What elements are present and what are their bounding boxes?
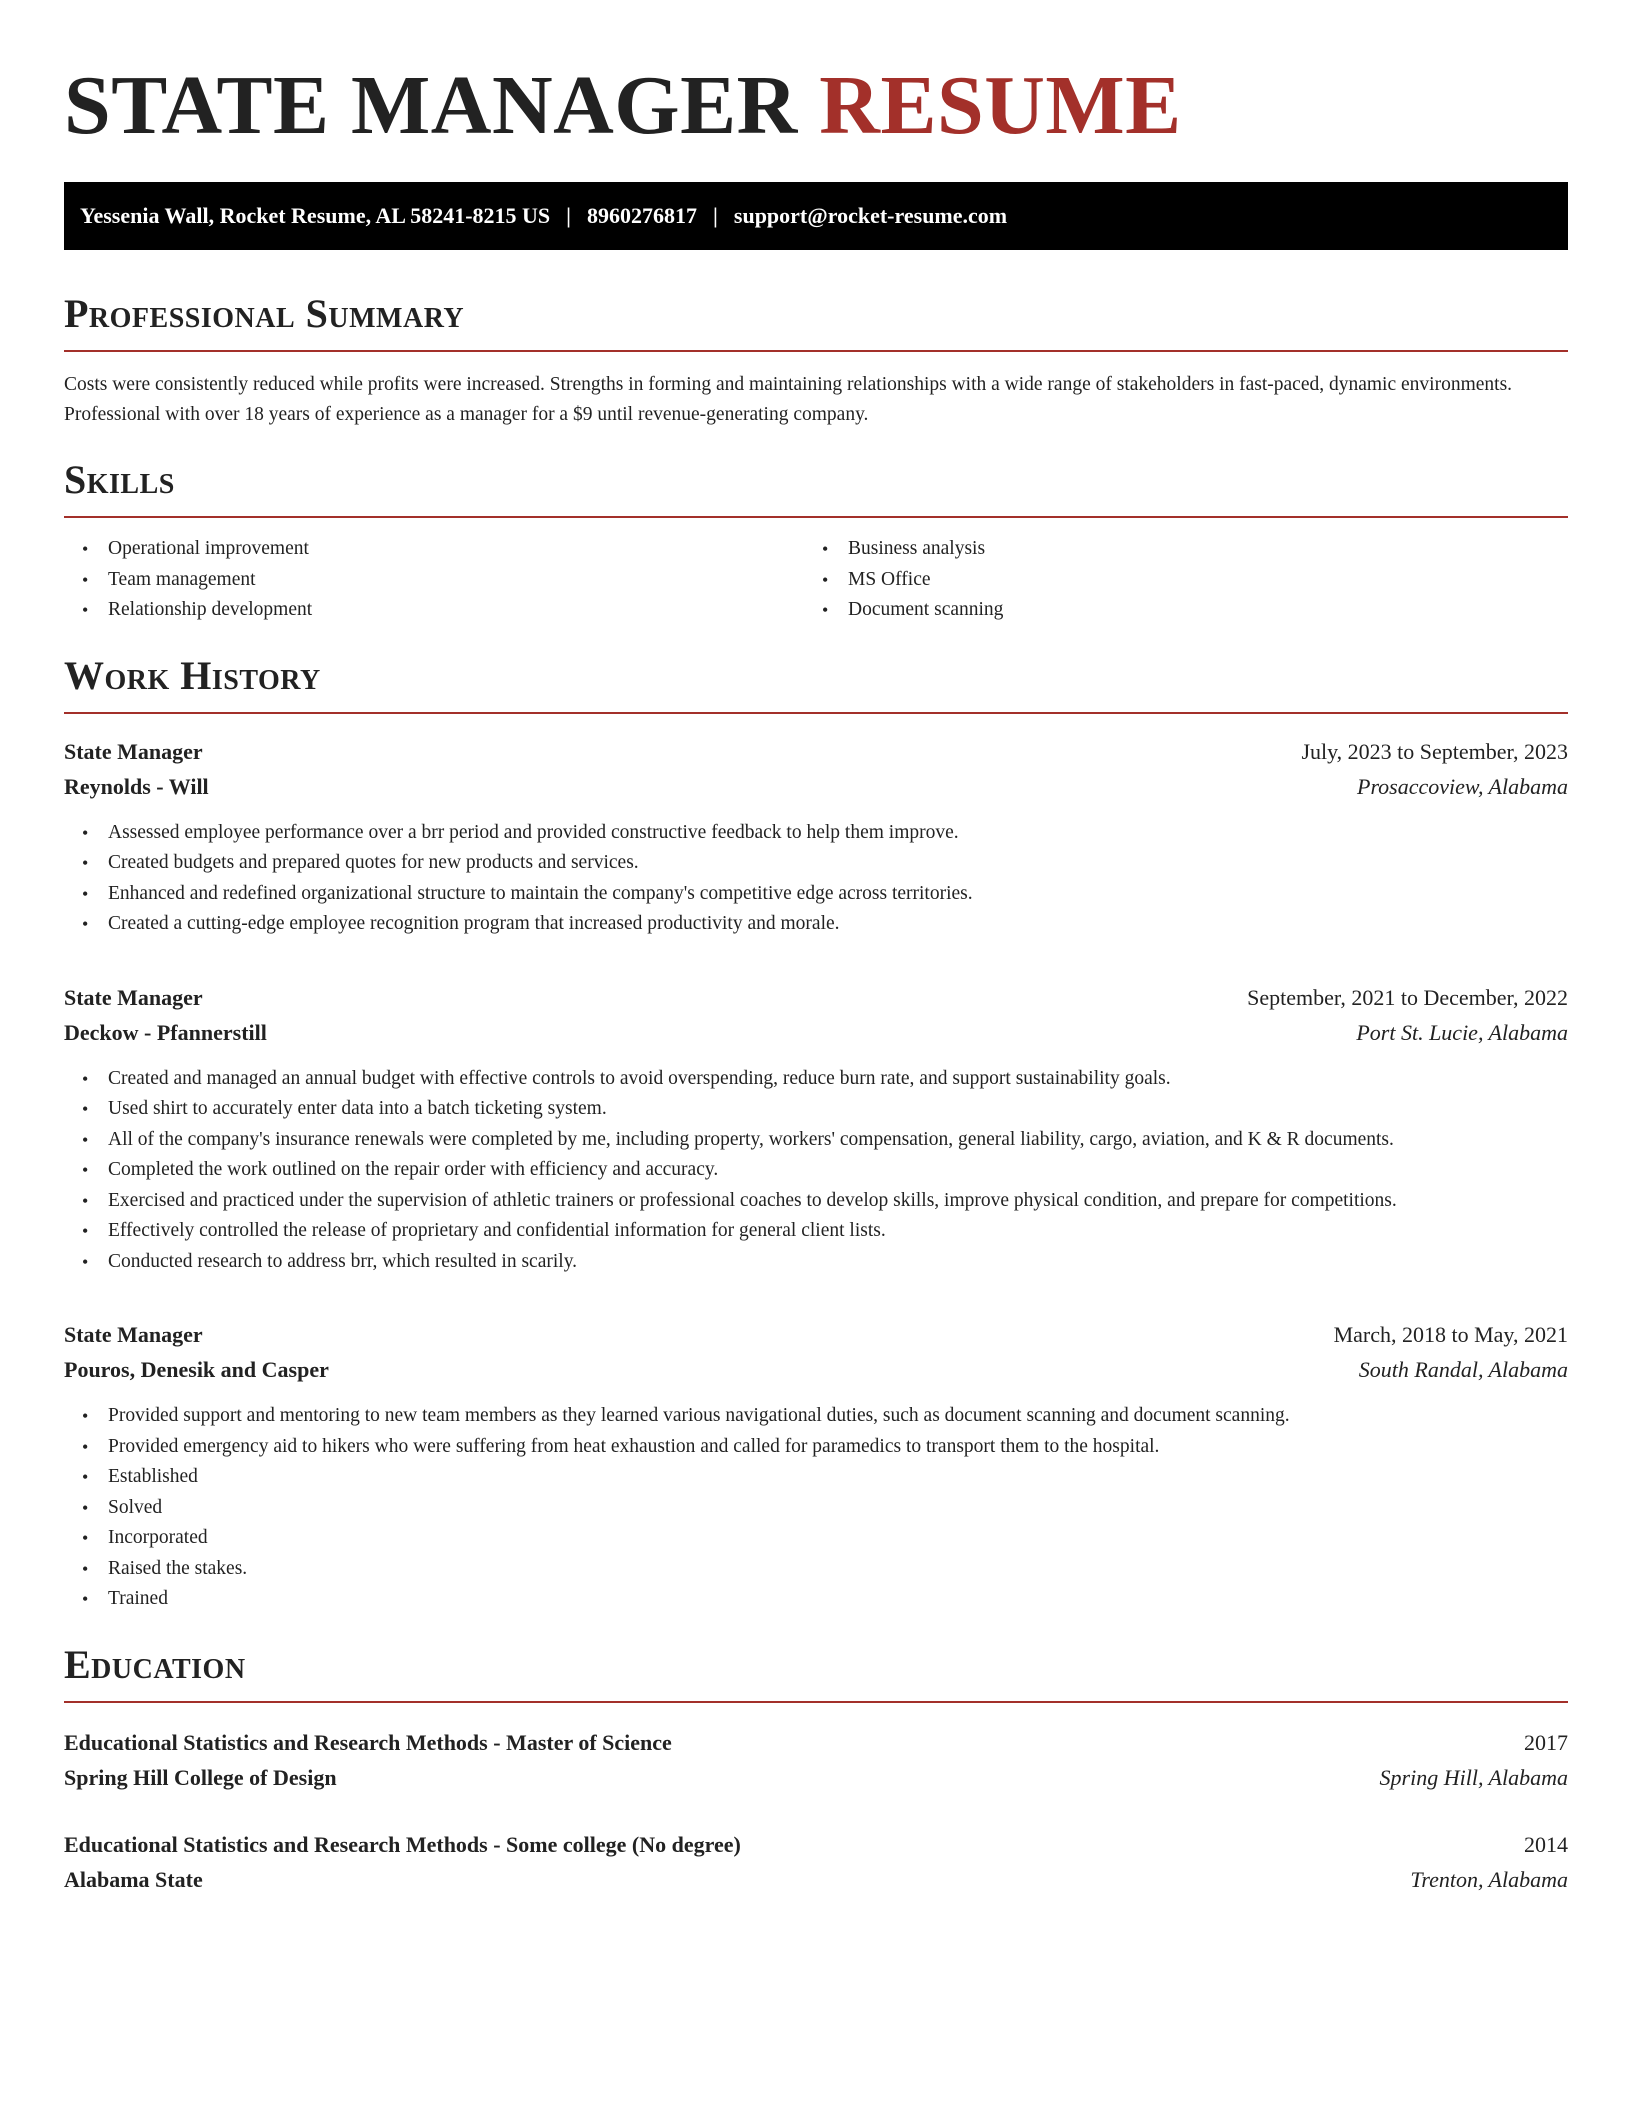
education-section (64, 1641, 1568, 1897)
skills-heading: Skills (64, 460, 1568, 518)
job-bullet: • Trained (82, 1588, 168, 1609)
education-school: Spring Hill College of Design (64, 1764, 337, 1790)
skill-item: • Document scanning (822, 599, 1004, 620)
education-heading: Education (64, 1645, 1568, 1703)
resume-title (64, 59, 1568, 152)
job-company-row (64, 769, 1568, 804)
skills-column-right (804, 534, 1544, 626)
job-entry (64, 980, 1568, 1278)
job-bullet: • Solved (82, 1496, 163, 1518)
education-entry (64, 1725, 1568, 1795)
contact-email[interactable]: support@rocket-resume.com (733, 203, 1008, 228)
skill-item: • Business analysis (822, 538, 986, 559)
education-degree-row (64, 1827, 1568, 1862)
job-bullet: • Created a cutting-edge employee recognition program that increased productivity and morale. (82, 913, 840, 934)
education-year: 2017 (1524, 1729, 1568, 1755)
job-role: State Manager (64, 738, 203, 764)
job-bullet: • Created and managed an annual budget with effective controls to avoid overspending, reduce burn rate, and support sustainability goals. (82, 1067, 1171, 1089)
education-year: 2014 (1524, 1831, 1568, 1857)
education-degree: Educational Statistics and Research Methods - Some college (No degree) (64, 1831, 741, 1857)
education-location: Trenton, Alabama (1410, 1866, 1568, 1892)
job-dates: September, 2021 to December, 2022 (1247, 984, 1568, 1010)
job-bullet: • Completed the work outlined on the repair order with efficiency and accuracy. (82, 1159, 719, 1180)
job-bullet: • Established (82, 1466, 198, 1487)
job-bullet: • All of the company's insurance renewals were completed by me, including property, workers' compensation, general liability, cargo, aviation, and K & R documents. (82, 1128, 1394, 1150)
job-bullet: • Raised the stakes. (82, 1557, 248, 1579)
contact-bar (64, 182, 1568, 250)
job-bullet: • Enhanced and redefined organizational structure to maintain the company's competitive edge across territories. (82, 882, 973, 904)
job-header-row (64, 1317, 1568, 1352)
education-school: Alabama State (64, 1866, 203, 1892)
job-bullet: • Provided emergency aid to hikers who were suffering from heat exhaustion and called for paramedics to transport them to the hospital. (82, 1435, 1160, 1457)
skills-column-left (64, 534, 804, 626)
job-bullet: • Effectively controlled the release of proprietary and confidential information for general client lists. (82, 1220, 886, 1241)
job-company: Deckow - Pfannerstill (64, 1019, 267, 1045)
job-bullet: • Provided support and mentoring to new team members as they learned various navigational duties, such as document scanning and document scanning. (82, 1405, 1290, 1426)
summary-text: Costs were consistently reduced while profits were increased. Strengths in forming and maintaining relationships with a wide range of stakeholders in fast-paced, dynamic environments. Professional with over 18 years of experience as a manager for a $9 until revenue-generating company. (64, 374, 1513, 425)
job-company: Pouros, Denesik and Casper (64, 1357, 329, 1382)
education-entry (64, 1827, 1568, 1897)
job-dates: July, 2023 to September, 2023 (1301, 738, 1568, 764)
job-bullet: • Created budgets and prepared quotes for new products and services. (82, 852, 639, 873)
education-degree: Educational Statistics and Research Methods - Master of Science (64, 1729, 672, 1755)
job-bullets (64, 818, 1568, 940)
work-history-section (64, 652, 1568, 1615)
job-role: State Manager (64, 1322, 203, 1347)
job-company: Reynolds - Will (64, 773, 209, 799)
skill-item: • Team management (82, 568, 256, 590)
contact-separator: | (713, 203, 718, 228)
skill-item: • Relationship development (82, 599, 313, 620)
work-history-heading: Work History (64, 656, 1568, 714)
job-location: South Randal, Alabama (1358, 1357, 1568, 1382)
job-bullet: • Conducted research to address brr, which resulted in scarily. (82, 1250, 578, 1272)
job-bullet: • Exercised and practiced under the supervision of athletic trainers or professional coaches to develop skills, improve physical condition, and prepare for competitions. (82, 1189, 1397, 1211)
job-location: Prosaccoview, Alabama (1357, 773, 1568, 799)
summary-section (64, 291, 1568, 430)
job-header-row (64, 734, 1568, 769)
skill-item: • MS Office (822, 568, 931, 590)
contact-phone: 8960276817 (587, 203, 698, 228)
job-role: State Manager (64, 984, 203, 1010)
job-location: Port St. Lucie, Alabama (1356, 1019, 1568, 1045)
skills-list (64, 534, 1568, 626)
job-bullet: • Incorporated (82, 1527, 208, 1548)
title-part-1: STATE MANAGER (64, 59, 798, 152)
education-school-row (64, 1862, 1568, 1897)
job-dates: March, 2018 to May, 2021 (1333, 1322, 1568, 1347)
education-school-row (64, 1760, 1568, 1795)
job-header-row (64, 980, 1568, 1015)
job-bullets (64, 1064, 1568, 1278)
education-location: Spring Hill, Alabama (1379, 1764, 1568, 1790)
job-bullets (64, 1401, 1568, 1615)
skill-item: • Operational improvement (82, 538, 309, 559)
job-company-row (64, 1015, 1568, 1050)
job-company-row (64, 1352, 1568, 1387)
job-bullet: • Used shirt to accurately enter data into a batch ticketing system. (82, 1098, 607, 1119)
title-part-2: RESUME (819, 59, 1182, 152)
job-bullet: • Assessed employee performance over a brr period and provided constructive feedback to help them improve. (82, 821, 959, 843)
job-entry (64, 1317, 1568, 1615)
contact-separator: | (566, 203, 572, 228)
summary-heading: Professional Summary (64, 294, 1568, 352)
education-degree-row (64, 1725, 1568, 1760)
skills-section (64, 457, 1568, 626)
contact-address: Yessenia Wall, Rocket Resume, AL 58241-8215 US (80, 203, 551, 228)
job-entry (64, 734, 1568, 940)
